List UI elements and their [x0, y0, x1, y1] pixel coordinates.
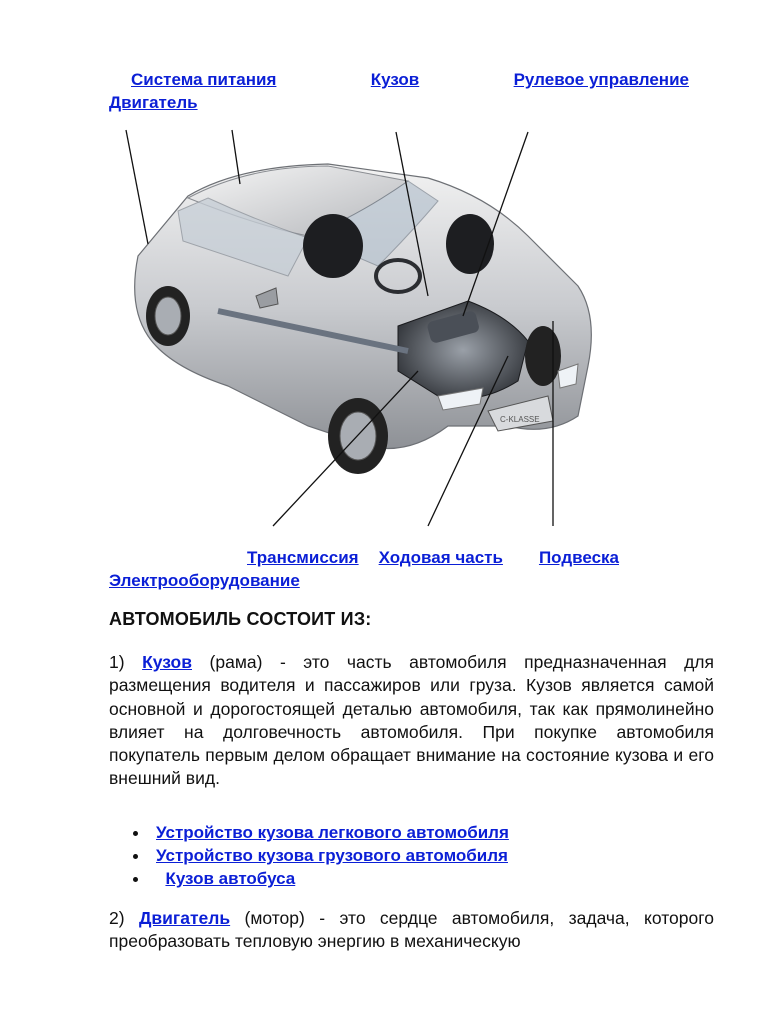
link-engine[interactable]: Двигатель: [109, 93, 198, 112]
list-item: [109, 821, 669, 844]
bullet-icon: [133, 877, 138, 882]
bullet-icon: [133, 854, 138, 859]
paragraph-body: [109, 651, 714, 791]
link-suspension[interactable]: Подвеска: [538, 548, 619, 567]
body-links-list: [109, 821, 669, 890]
list-item: [109, 867, 669, 890]
link-passenger-body[interactable]: Устройство кузова легкового автомобиля: [156, 823, 509, 842]
link-bus-body[interactable]: Кузов автобуса: [165, 869, 296, 888]
pointer-fuel: [126, 130, 148, 244]
top-labels: [109, 68, 689, 114]
wheel-front-top: [446, 214, 494, 274]
section-heading: АВТОМОБИЛЬ СОСТОИТ ИЗ:: [109, 609, 372, 629]
link-electrical[interactable]: Электрооборудование: [109, 571, 300, 590]
link-fuel-system[interactable]: Система питания: [131, 70, 277, 89]
link-transmission[interactable]: Трансмиссия: [247, 548, 359, 567]
bottom-labels: [109, 546, 689, 592]
list-item: [109, 844, 669, 867]
paragraph-text: (рама) - это часть автомобиля предназначенная для размещения водителя и пассажиров или груза. Кузов является самой основной и дорогостоящей деталью автомобиля, так как прямолинейно влияет на долговечность автомобиля. При покупке автомобиля покупатель первым делом обращает внимание на состояние кузова и его внешний вид.: [109, 652, 714, 789]
link-body[interactable]: Кузов: [370, 70, 420, 89]
car-badge: C-KLASSE: [500, 415, 540, 424]
link-steering[interactable]: Рулевое управление: [513, 70, 689, 89]
link-truck-body[interactable]: Устройство кузова грузового автомобиля: [156, 846, 508, 865]
paragraph-text: (мотор) - это сердце автомобиля, задача, которого преобразовать тепловую энергию в механическую: [109, 908, 714, 952]
car-illustration: [108, 126, 608, 536]
link-engine-inline[interactable]: Двигатель: [138, 908, 231, 928]
paragraph-number: 2): [109, 908, 125, 928]
wheel-rear-bottom-rim: [155, 297, 181, 335]
car-cutaway-illustration: [108, 126, 608, 536]
paragraph-number: 1): [109, 652, 125, 672]
wheel-rear-top: [303, 214, 363, 278]
link-body-inline[interactable]: Кузов: [142, 652, 192, 672]
paragraph-engine: [109, 907, 714, 954]
bullet-icon: [133, 831, 138, 836]
link-chassis[interactable]: Ходовая часть: [378, 548, 503, 567]
wheel-front-right: [525, 326, 561, 386]
